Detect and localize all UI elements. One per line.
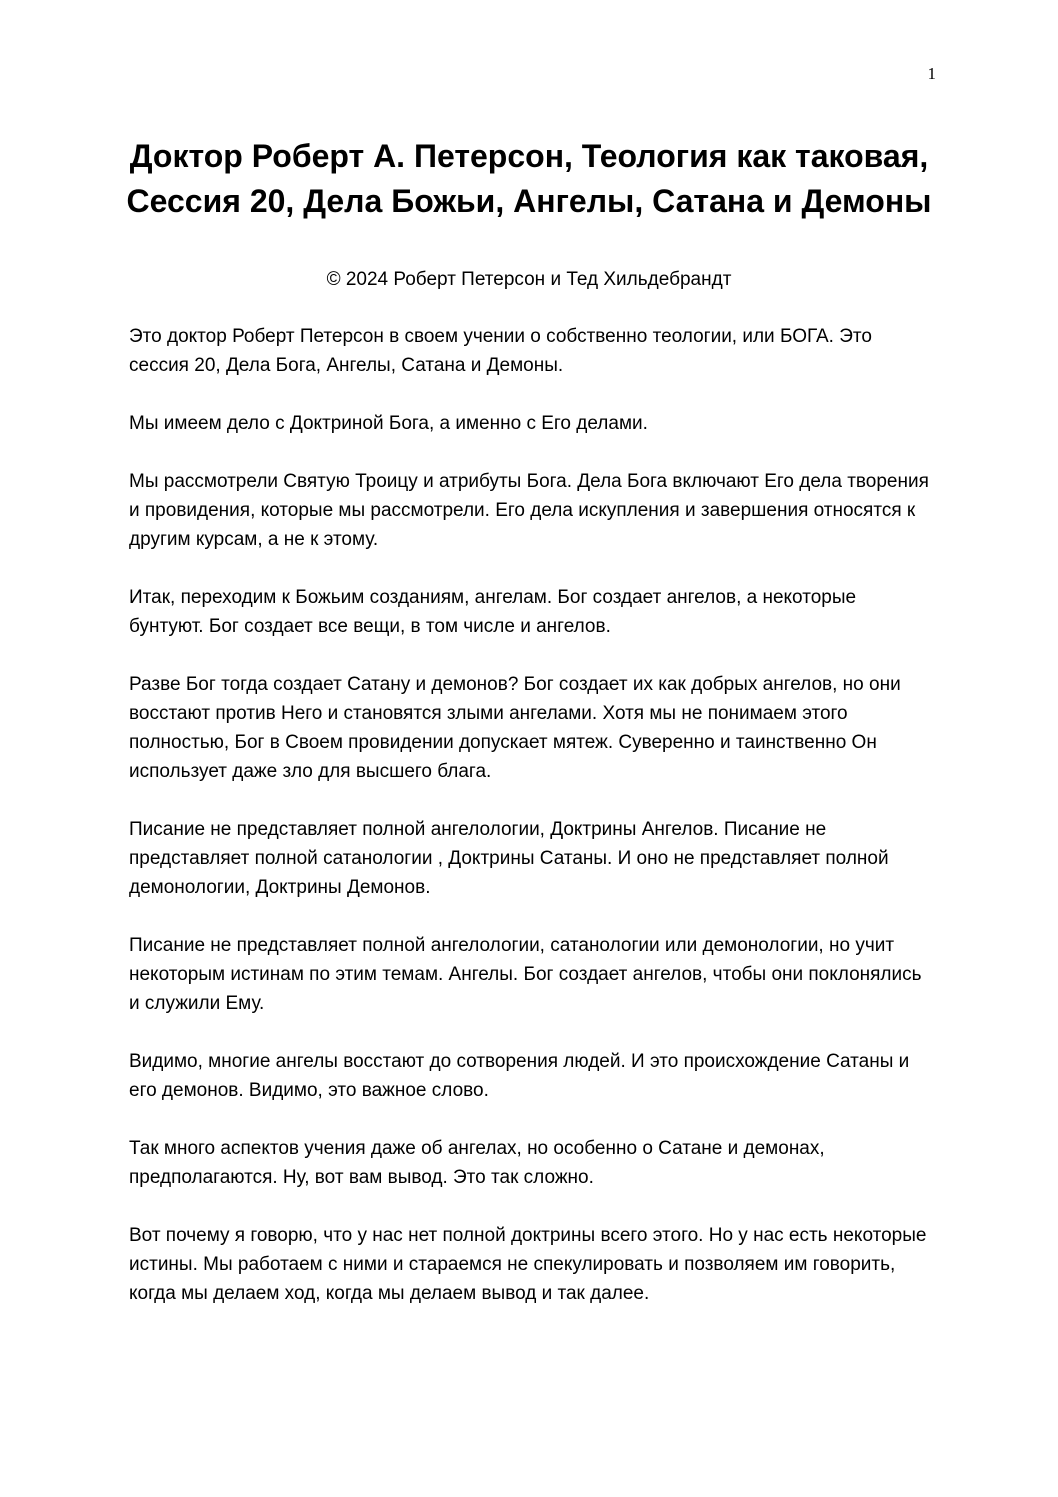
- paragraph: Писание не представляет полной ангелологии, сатанологии или демонологии, но учит некоторым истинам по этим темам. Ангелы. Бог создает ангелов, чтобы они поклонялись и служили Ему.: [129, 935, 922, 1014]
- paragraph: Разве Бог тогда создает Сатану и демонов? Бог создает их как добрых ангелов, но они восстают против Него и становятся злыми ангелами. Хотя мы не понимаем этого полностью, Бог в Своем провидении допускает мятеж. Суверенно и таинственно Он использует даже зло для высшего блага.: [129, 674, 901, 782]
- paragraph: Итак, переходим к Божьим созданиям, ангелам. Бог создает ангелов, а некоторые бунтуют. Бог создает все вещи, в том числе и ангелов.: [129, 587, 857, 637]
- paragraph: Мы имеем дело с Доктриной Бога, а именно с Его делами.: [129, 413, 648, 434]
- paragraph: Видимо, многие ангелы восстают до сотворения людей. И это происхождение Сатаны и его демонов. Видимо, это важное слово.: [129, 1051, 910, 1101]
- copyright-line: © 2024 Роберт Петерсон и Тед Хильдебрандт: [326, 269, 732, 290]
- document-body: [129, 322, 929, 1337]
- paragraph: Вот почему я говорю, что у нас нет полной доктрины всего этого. Но у нас есть некоторые истины. Мы работаем с ними и стараемся не спекулировать и позволяем им говорить, когда мы делаем ход, когда мы делаем вывод и так далее.: [129, 1225, 927, 1304]
- paragraph: Писание не представляет полной ангелологии, Доктрины Ангелов. Писание не представляет полной сатанологии , Доктрины Сатаны. И оно не представляет полной демонологии, Доктрины Демонов.: [129, 819, 889, 898]
- paragraph: Так много аспектов учения даже об ангелах, но особенно о Сатане и демонах, предполагаются. Ну, вот вам вывод. Это так сложно.: [129, 1138, 825, 1188]
- paragraph: Это доктор Роберт Петерсон в своем учении о собственно теологии, или БОГА. Это сессия 20, Дела Бога, Ангелы, Сатана и Демоны.: [129, 326, 872, 376]
- document-title: Доктор Роберт А. Петерсон, Теология как таковая, Сессия 20, Дела Божьи, Ангелы, Сатана и Демоны: [126, 138, 932, 219]
- paragraph: Мы рассмотрели Святую Троицу и атрибуты Бога. Дела Бога включают Его дела творения и провидения, которые мы рассмотрели. Его дела искупления и завершения относятся к другим курсам, а не к этому.: [129, 471, 929, 550]
- page-number: 1: [927, 64, 936, 83]
